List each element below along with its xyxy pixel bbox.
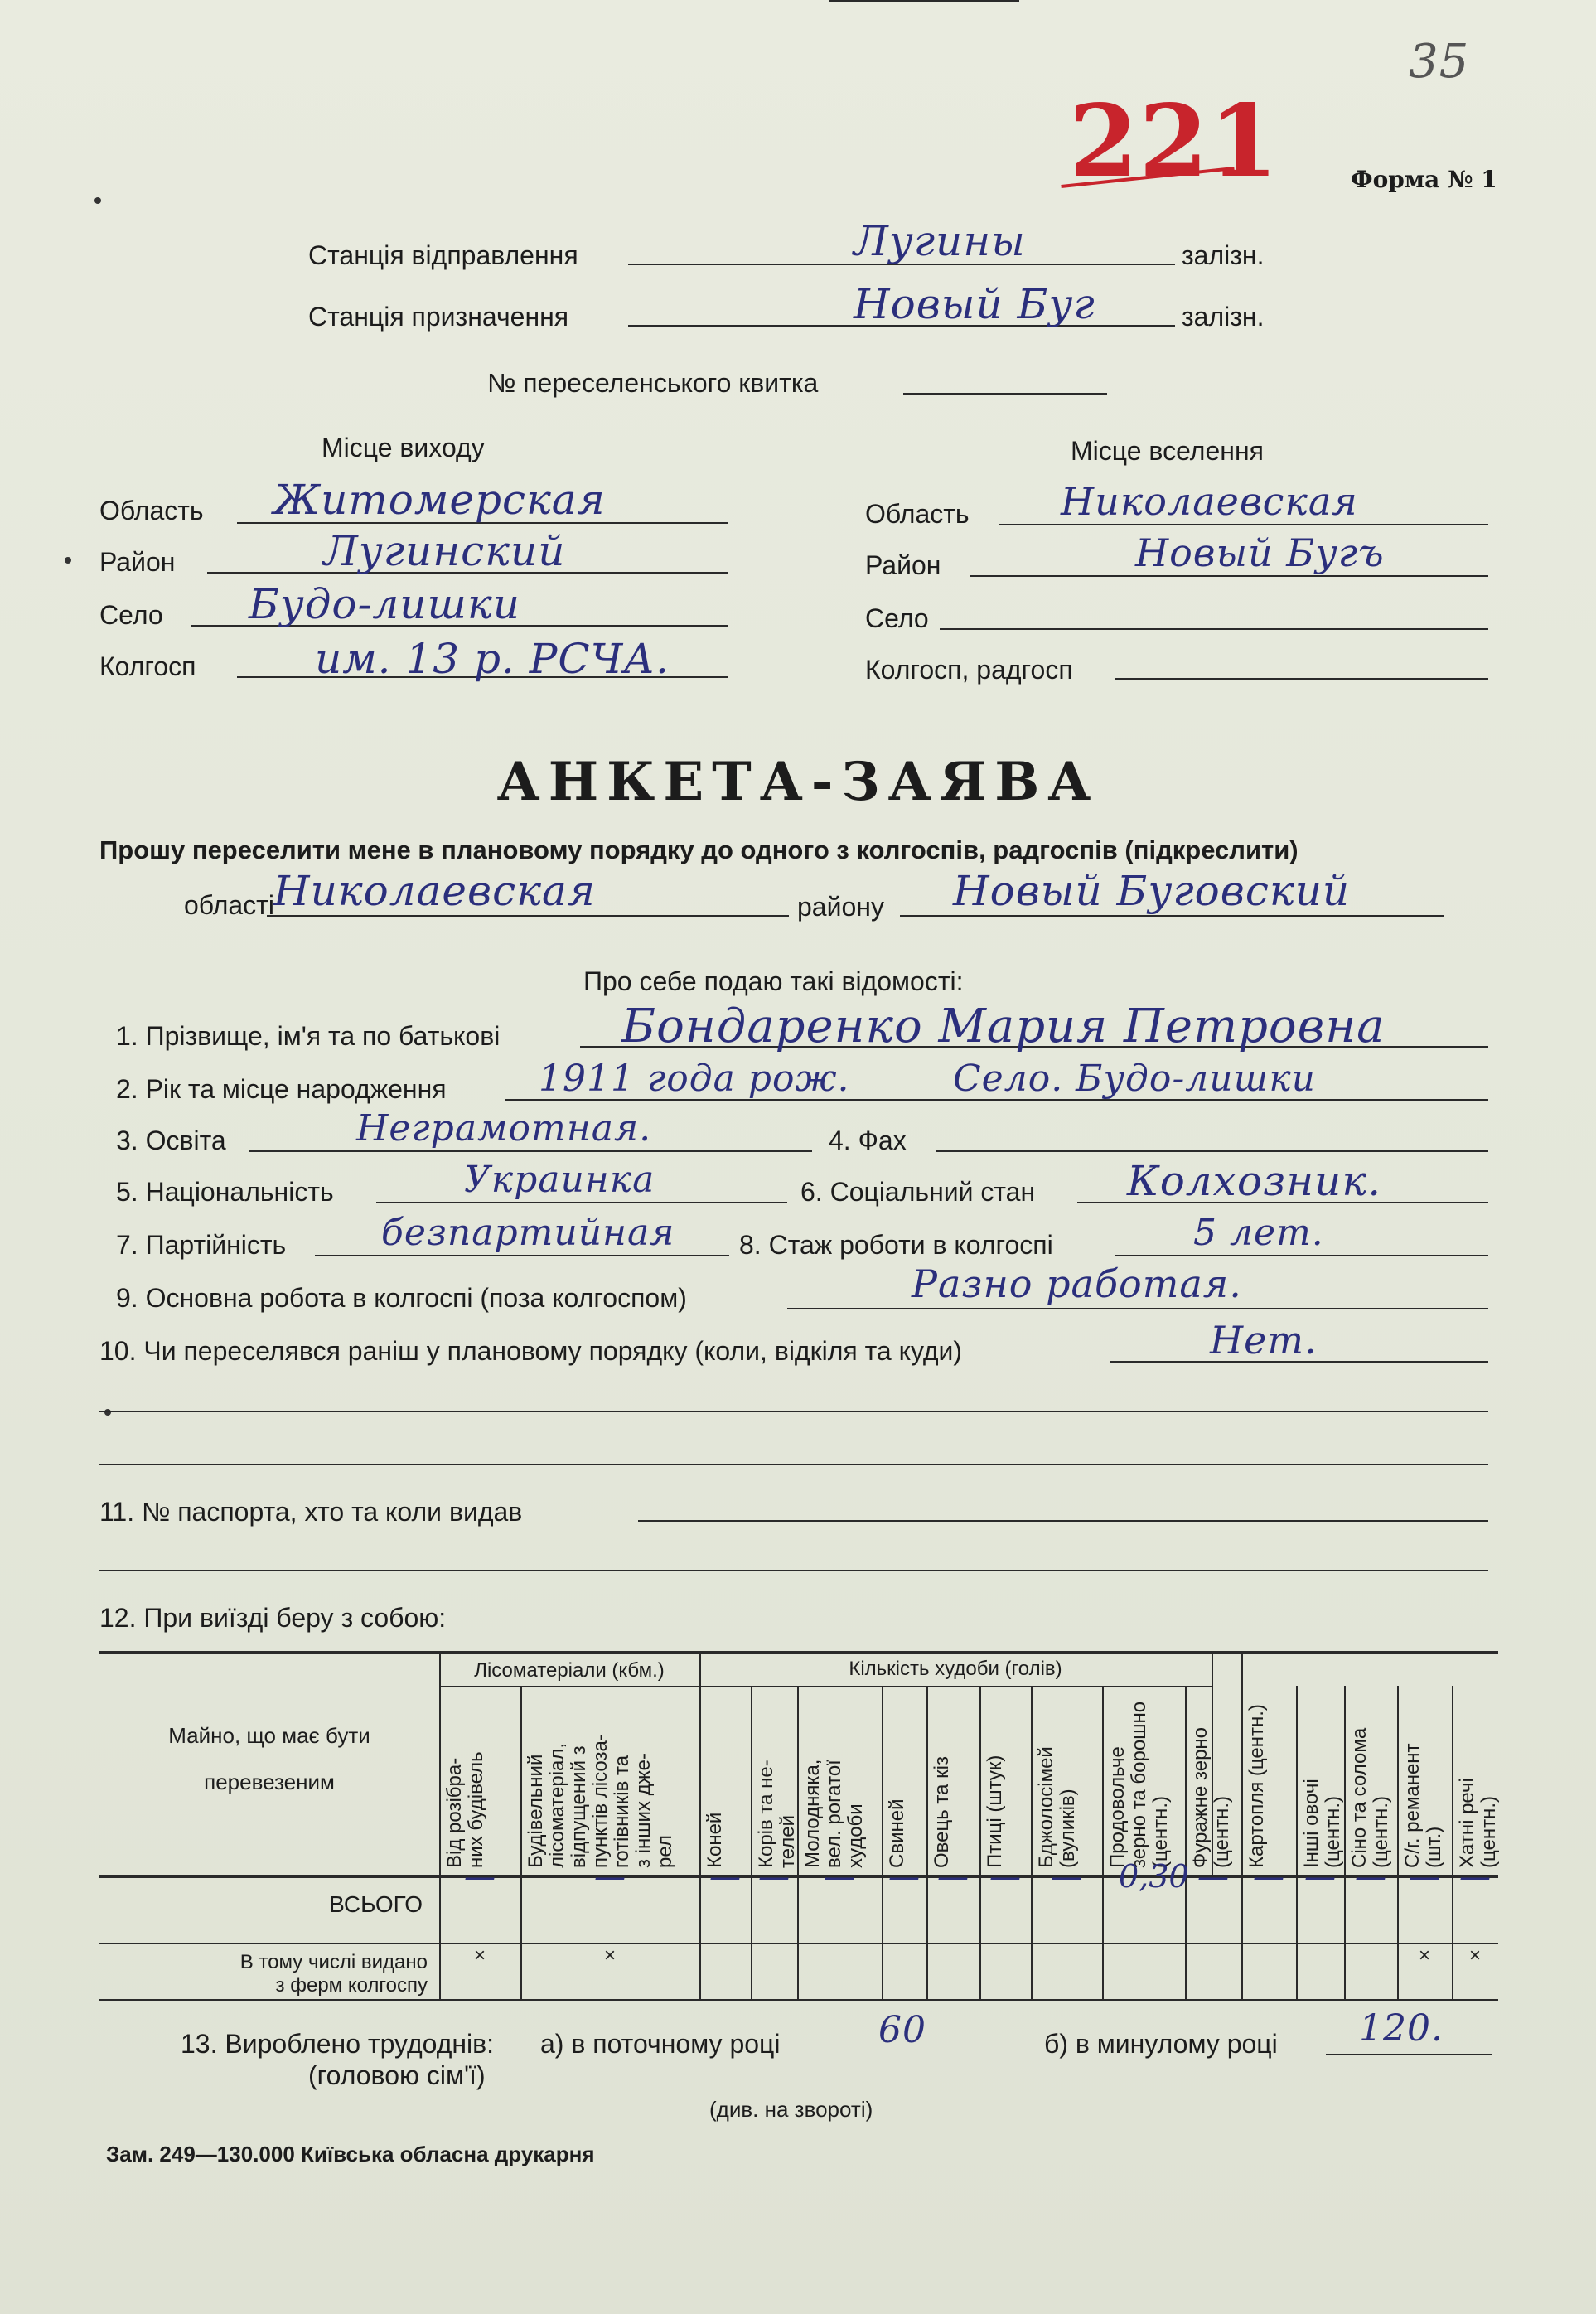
q10-extra-line-1 <box>99 1411 1488 1412</box>
printer-imprint: Зам. 249—130.000 Київська обласна друкарня <box>106 2142 595 2166</box>
dest-oblast-value: Николаевская <box>1061 479 1358 524</box>
departure-station-value: Лугины <box>854 217 1026 265</box>
table-column-divider <box>1185 1686 1187 1999</box>
dest-kolkhoz-line <box>1115 678 1488 680</box>
total-cell: — <box>1197 1858 1229 1895</box>
q4-line <box>936 1150 1488 1152</box>
total-cell: — <box>824 1858 855 1895</box>
farm-cell: × <box>603 1944 616 1967</box>
q10-value: Нет. <box>1210 1318 1318 1363</box>
column-header: Молодняка, вел. рогатої худоби <box>801 1759 867 1868</box>
ticket-number-label: № переселенського квитка <box>487 368 819 398</box>
column-header: Бджолосімей (вуликів) <box>1035 1746 1079 1868</box>
departure-railway-suffix: залізн. <box>1182 240 1265 270</box>
workdays-current-value: 60 <box>878 2009 926 2051</box>
origin-oblast-label: Область <box>99 496 204 525</box>
total-cell: — <box>1355 1858 1386 1895</box>
q6-label: 6. Соціальний стан <box>800 1177 1036 1207</box>
total-row-label: ВСЬОГО <box>329 1891 423 1917</box>
q1-value: Бондаренко Мария Петровна <box>621 1000 1386 1053</box>
total-cell: — <box>709 1858 741 1895</box>
column-header: Корів та не- телей <box>755 1760 799 1868</box>
table-column-divider <box>1241 1651 1243 1999</box>
q12-label: 12. При виїзді беру з собою: <box>99 1603 447 1633</box>
column-header: Хатні речі (центн.) <box>1456 1778 1500 1868</box>
table-column-divider <box>699 1651 701 1999</box>
ticket-number-line <box>903 393 1107 395</box>
origin-rayon-value: Лугинский <box>323 527 566 575</box>
q1-label: 1. Прізвище, ім'я та по батькові <box>116 1021 501 1051</box>
q2-label: 2. Рік та місце народження <box>116 1074 447 1104</box>
dest-village-line <box>940 628 1488 630</box>
total-cell: — <box>937 1858 969 1895</box>
intro-text: Про себе подаю такі відомості: <box>583 966 964 996</box>
column-header: Свиней <box>886 1798 908 1868</box>
table-column-divider <box>751 1686 752 1999</box>
archive-sheet-number: 35 <box>1409 35 1470 89</box>
table-column-divider <box>1344 1686 1346 1999</box>
dest-village-label: Село <box>865 603 929 633</box>
q9-line <box>787 1308 1488 1309</box>
total-cell: — <box>1304 1858 1336 1895</box>
form-title: АНКЕТА-ЗАЯВА <box>496 751 1100 813</box>
workdays-current-label: а) в поточному році <box>540 2029 781 2059</box>
table-column-divider <box>882 1686 883 1999</box>
farm-cell: × <box>1418 1944 1430 1967</box>
request-oblast-value: Николаевская <box>273 867 596 915</box>
total-cell: — <box>1409 1858 1440 1895</box>
q9-value: Разно работая. <box>912 1261 1242 1306</box>
q8-line <box>1115 1255 1488 1256</box>
column-header: Фуражне зерно (центн.) <box>1189 1726 1233 1868</box>
q2-value-year: 1911 года рож. <box>539 1058 850 1100</box>
column-header: Овець та кіз <box>931 1756 953 1868</box>
column-header: Картопля (центн.) <box>1245 1704 1268 1868</box>
q8-label: 8. Стаж роботи в колгоспі <box>739 1230 1053 1260</box>
dest-rayon-line <box>970 575 1488 577</box>
destination-station-label: Станція призначення <box>308 302 569 332</box>
q5-value: Украинка <box>464 1159 655 1201</box>
dest-rayon-value: Новый Бугъ <box>1135 530 1385 575</box>
farm-cell: × <box>473 1944 486 1967</box>
q7-value: безпартийная <box>381 1212 675 1254</box>
total-cell: — <box>888 1858 920 1895</box>
table-column-divider <box>520 1686 522 1999</box>
origin-rayon-label: Район <box>99 547 176 577</box>
origin-oblast-value: Житомерская <box>273 476 606 524</box>
table-column-divider <box>1102 1686 1104 1999</box>
q5-line <box>376 1202 787 1203</box>
dest-oblast-label: Область <box>865 499 970 529</box>
workdays-label: 13. Вироблено трудоднів: <box>181 2029 495 2059</box>
workdays-previous-line <box>1326 2054 1492 2055</box>
origin-village-value: Будо-лишки <box>249 580 520 628</box>
table-column-divider <box>439 1651 441 1999</box>
total-cell: — <box>1459 1858 1491 1895</box>
origin-village-label: Село <box>99 600 163 630</box>
destination-station-value: Новый Буг <box>854 280 1095 328</box>
column-header: Будівельний лісоматеріал, відпущений з пунктів лісоза- готівників та з інших дже- рел <box>525 1734 676 1868</box>
origin-heading: Місце виходу <box>322 433 485 462</box>
q7-label: 7. Партійність <box>116 1230 287 1260</box>
column-header: С/г. реманент (шт.) <box>1401 1743 1445 1868</box>
punch-hole <box>65 557 71 564</box>
workdays-previous-label: б) в минулому році <box>1044 2029 1278 2059</box>
punch-hole <box>94 197 101 204</box>
total-cell: — <box>758 1858 790 1895</box>
red-register-number: 221 <box>1069 83 1279 200</box>
request-text: Прошу переселити мене в плановому порядку до одного з колгоспів, радгоспів (підкреслити) <box>99 835 1299 864</box>
column-header: Від розібра- них будівель <box>443 1751 487 1868</box>
request-oblast-label: області <box>184 890 274 920</box>
destination-heading: Місце вселення <box>1071 436 1264 466</box>
table-column-divider <box>926 1686 928 1999</box>
column-header: Інші овочі (центн.) <box>1300 1779 1344 1868</box>
q10-extra-line-2 <box>99 1464 1488 1465</box>
belongings-table <box>99 1651 1498 1999</box>
total-cell: — <box>594 1858 626 1895</box>
q6-value: Колхозник. <box>1127 1157 1382 1205</box>
total-cell: — <box>1253 1858 1284 1895</box>
form-number: Форма № 1 <box>1351 166 1497 193</box>
table-row-divider <box>99 1943 1498 1944</box>
table-column-divider <box>1296 1686 1298 1999</box>
request-rayon-value: Новый Буговский <box>953 867 1351 915</box>
q7-line <box>315 1255 729 1256</box>
table-group-divider <box>439 1686 1212 1687</box>
q9-label: 9. Основна робота в колгоспі (поза колгоспом) <box>116 1283 687 1313</box>
see-reverse-note: (див. на звороті) <box>709 2097 873 2122</box>
workdays-previous-value: 120. <box>1359 2007 1444 2050</box>
column-header: Сіно та солома (центн.) <box>1348 1727 1392 1868</box>
column-header: Продовольче зерно та борошно (центн.) <box>1106 1701 1172 1868</box>
q2-value-place: Село. Будо-лишки <box>953 1058 1316 1100</box>
table-top-border <box>99 1651 1498 1654</box>
table-column-divider <box>1031 1686 1033 1999</box>
q3-label: 3. Освіта <box>116 1126 226 1155</box>
table-column-divider <box>979 1686 981 1999</box>
total-cell: — <box>464 1858 496 1895</box>
dest-kolkhoz-label: Колгосп, радгосп <box>865 655 1073 685</box>
q10-label: 10. Чи переселявся раніш у плановому порядку (коли, відкіля та куди) <box>99 1336 963 1366</box>
q4-label: 4. Фах <box>829 1126 907 1155</box>
dest-rayon-label: Район <box>865 550 941 580</box>
total-cell: 0,30 <box>1119 1858 1189 1895</box>
farm-row-label: В тому числі видано з ферм колгоспу <box>239 1951 428 1997</box>
total-cell: — <box>989 1858 1021 1895</box>
total-cell: — <box>1051 1858 1082 1895</box>
origin-kolkhoz-value: им. 13 р. РСЧА. <box>315 635 670 683</box>
request-rayon-line <box>900 915 1444 917</box>
column-header: Птиці (штук) <box>984 1755 1006 1868</box>
q3-value: Неграмотная. <box>356 1107 652 1150</box>
q11-label: 11. № паспорта, хто та коли видав <box>99 1497 523 1527</box>
q5-label: 5. Національність <box>116 1177 334 1207</box>
q8-value: 5 лет. <box>1193 1212 1324 1254</box>
q3-line <box>249 1150 812 1152</box>
request-oblast-line <box>267 915 789 917</box>
workdays-current-line <box>829 0 1019 2</box>
column-header: Коней <box>704 1812 726 1868</box>
farm-cell: × <box>1468 1944 1481 1967</box>
request-rayon-label: району <box>797 892 884 922</box>
lumber-group-header: Лісоматеріали (кбм.) <box>474 1659 665 1682</box>
livestock-group-header: Кількість худоби (голів) <box>849 1658 1062 1680</box>
property-header: Майно, що має бути перевезеним <box>168 1723 370 1794</box>
q11-extra-line <box>99 1570 1488 1571</box>
table-bottom-border <box>99 1999 1498 2001</box>
departure-station-label: Станція відправлення <box>308 240 578 270</box>
table-column-divider <box>1397 1686 1399 1999</box>
workdays-sublabel: (головою сім'ї) <box>308 2060 486 2090</box>
q11-line <box>638 1520 1488 1522</box>
destination-railway-suffix: залізн. <box>1182 302 1265 332</box>
origin-kolkhoz-label: Колгосп <box>99 651 196 681</box>
dest-oblast-line <box>999 524 1488 525</box>
